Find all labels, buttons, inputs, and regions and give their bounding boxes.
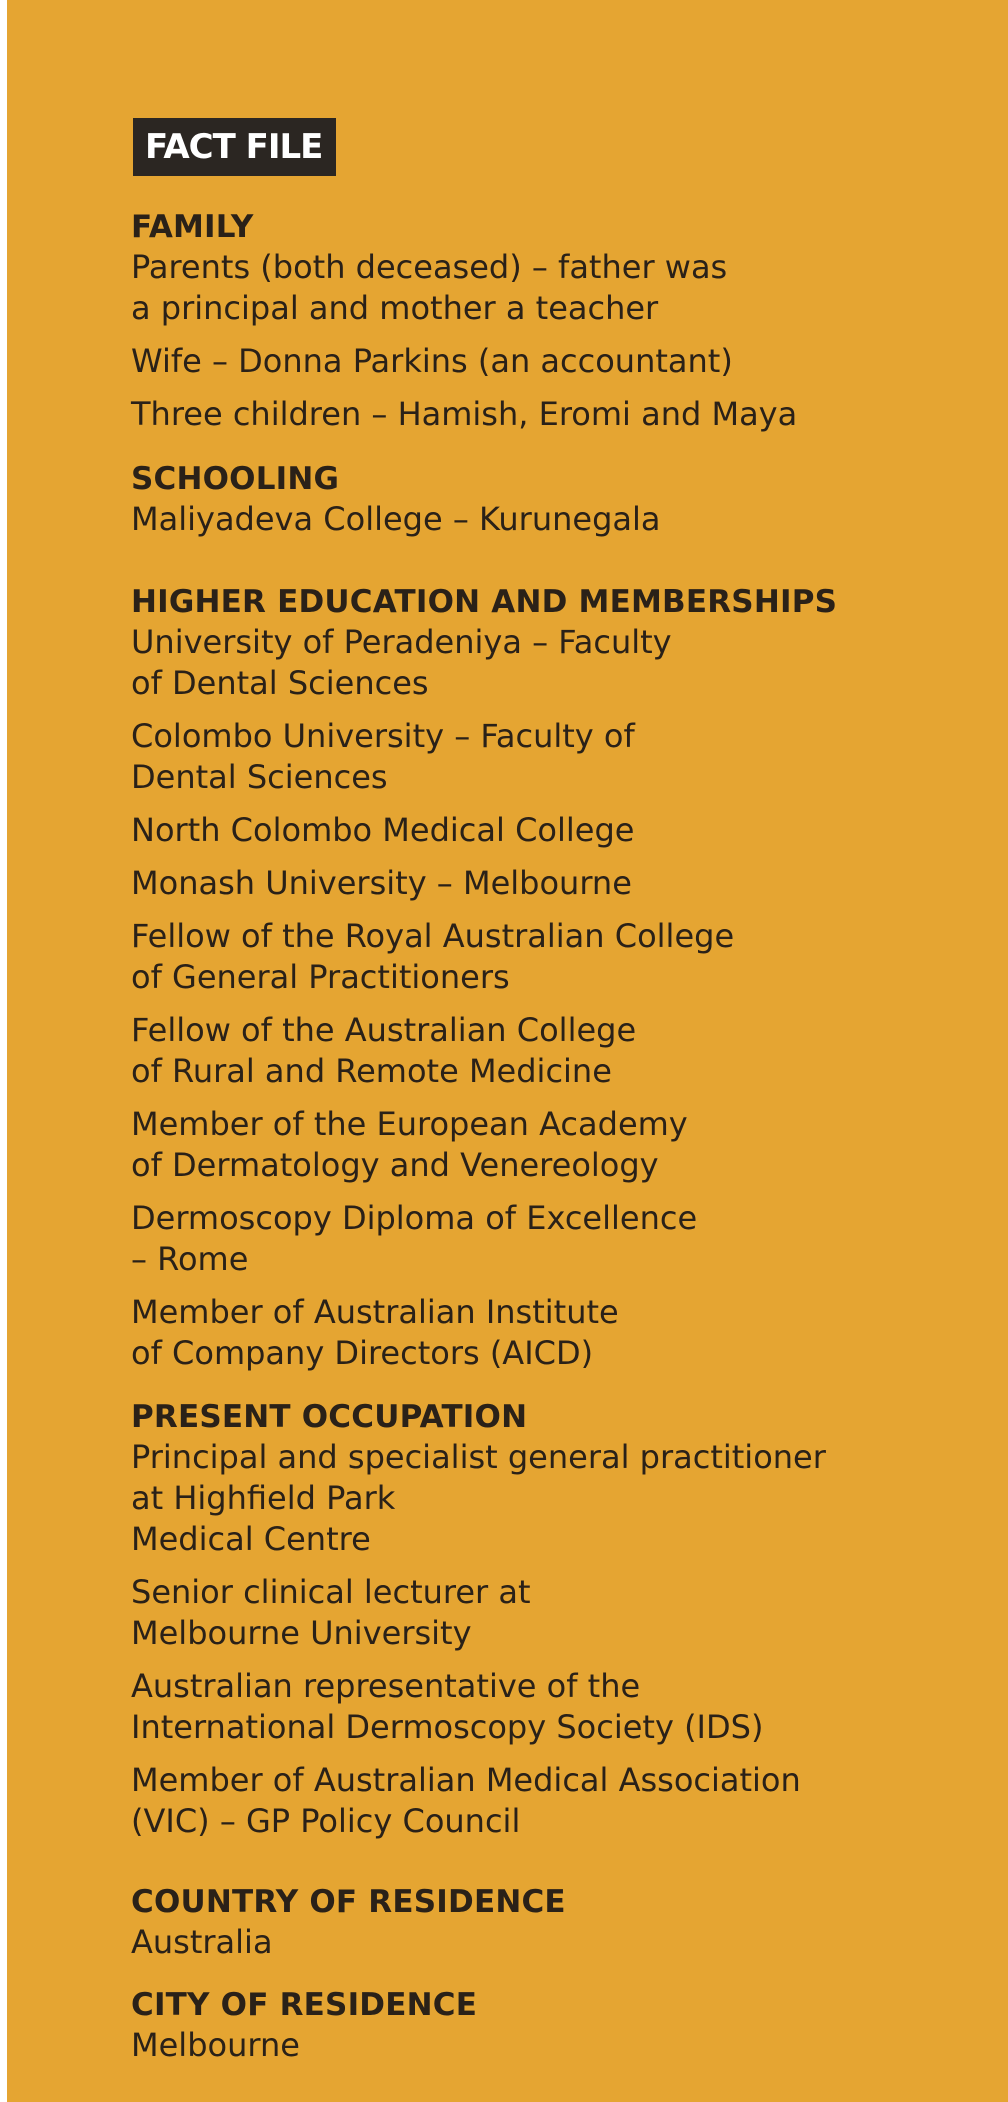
section-higher-education	[131, 582, 1008, 1374]
section-heading: PRESENT OCCUPATION	[131, 1399, 528, 1435]
entry: University of Peradeniya – Faculty of Dental Sciences	[131, 623, 672, 702]
section-heading: FAMILY	[131, 209, 254, 245]
entry: Parents (both deceased) – father was a principal and mother a teacher	[131, 248, 728, 327]
entry: Australian representative of the International Dermoscopy Society (IDS)	[131, 1667, 764, 1746]
entry: Member of Australian Institute of Company Directors (AICD)	[131, 1293, 619, 1372]
section-heading: CITY OF RESIDENCE	[131, 1987, 478, 2023]
entry: Maliyadeva College – Kurunegala	[131, 500, 661, 538]
section-heading: SCHOOLING	[131, 461, 340, 497]
entry: Fellow of the Royal Australian College of General Practitioners	[131, 917, 735, 996]
section-schooling	[131, 459, 1008, 540]
entry: Three children – Hamish, Eromi and Maya	[131, 395, 798, 433]
entry: Member of the European Academy of Dermatology and Venereology	[131, 1105, 688, 1184]
fact-file-badge: FACT FILE	[133, 118, 336, 176]
section-city-of-residence	[131, 1985, 1008, 2066]
entry: Melbourne	[131, 2026, 300, 2064]
entry: Principal and specialist general practitioner at Highfield Park Medical Centre	[131, 1438, 826, 1558]
section-heading: HIGHER EDUCATION AND MEMBERSHIPS	[131, 584, 838, 620]
entry: Dermoscopy Diploma of Excellence – Rome	[131, 1199, 698, 1278]
entry: Wife – Donna Parkins (an accountant)	[131, 342, 733, 380]
fact-file-panel	[7, 0, 1008, 2102]
entry: Australia	[131, 1923, 273, 1961]
section-present-occupation	[131, 1397, 1008, 1842]
section-family	[131, 207, 1008, 435]
entry: Colombo University – Faculty of Dental Sciences	[131, 717, 635, 796]
entry: Senior clinical lecturer at Melbourne University	[131, 1573, 531, 1652]
entry: North Colombo Medical College	[131, 811, 635, 849]
entry: Fellow of the Australian College of Rural and Remote Medicine	[131, 1011, 637, 1090]
entry: Member of Australian Medical Association (VIC) – GP Policy Council	[131, 1761, 801, 1840]
entry: Monash University – Melbourne	[131, 864, 632, 902]
section-country-of-residence	[131, 1882, 1008, 1963]
section-heading: COUNTRY OF RESIDENCE	[131, 1884, 566, 1920]
